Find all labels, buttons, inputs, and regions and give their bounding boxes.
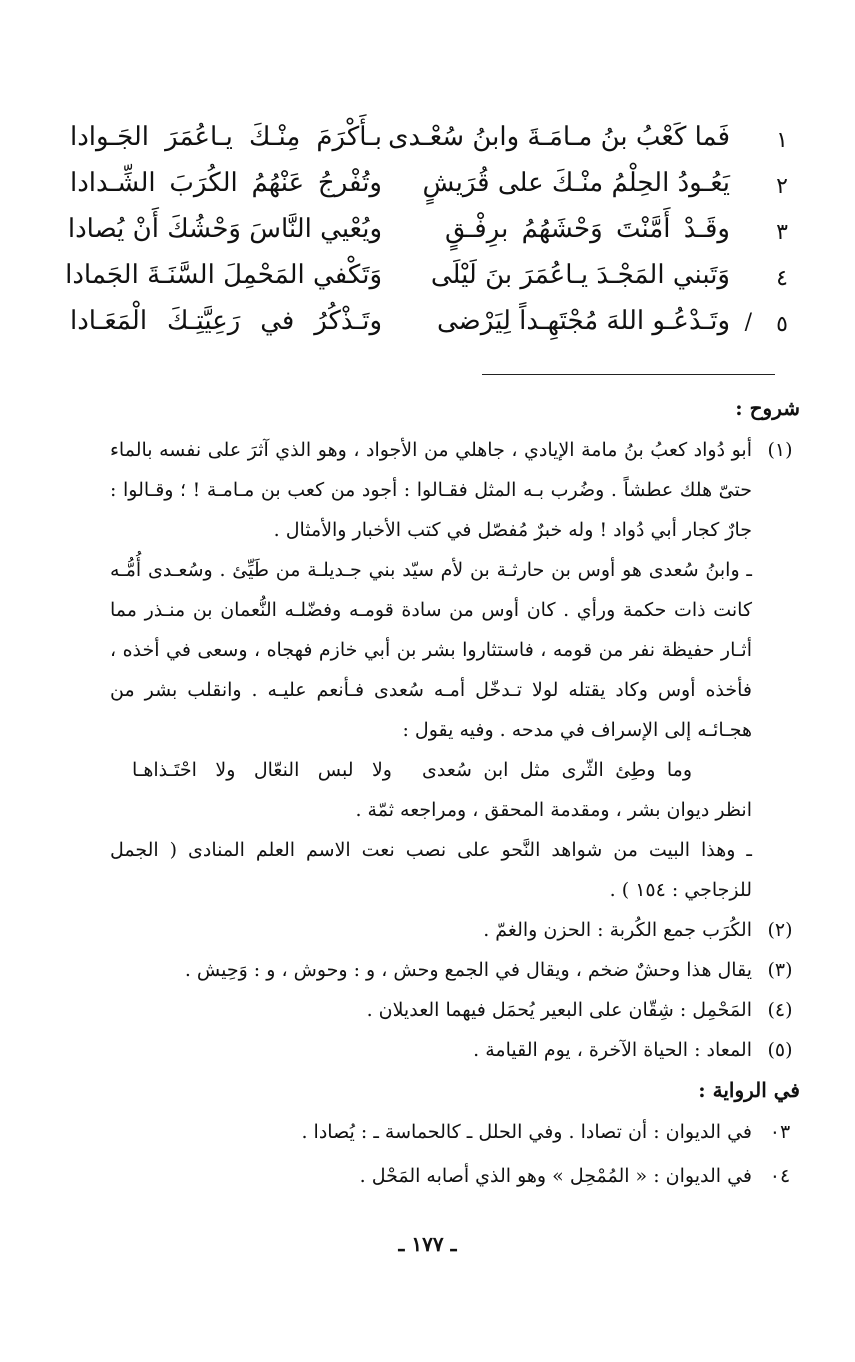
quoted-hemistich-2: ولا لبس النعّال ولا احْتَـذاهـا <box>132 759 392 781</box>
note-text: المَحْمِل : شِقّان على البعير يُحمَل فيهما العديلان . <box>366 999 752 1021</box>
quoted-verse <box>110 750 752 790</box>
second-hemistich: وتُفْرجُ عَنْهُمُ الكُرَبَ الشِّـدادا <box>70 168 382 198</box>
note-label: (١) <box>767 439 793 461</box>
verse-number: ٢ <box>776 174 788 199</box>
note-label: (٢) <box>767 919 793 941</box>
separator-rule <box>482 374 775 375</box>
second-hemistich: وَتَكْفي المَحْمِلَ السَّنَـةَ الجَمادا <box>65 260 382 290</box>
verse-3 <box>67 214 800 260</box>
note-text: في الديوان : أن تصادا . وفي الحلل ـ كالحماسة ـ : يُصادا . <box>301 1121 752 1143</box>
verse-5 <box>70 306 800 352</box>
verse-1 <box>70 122 800 168</box>
note-label: ٠٣ <box>769 1121 791 1143</box>
first-hemistich: وقَـدْ أَمَّنْتَ وَحْشَهُمُ برِفْـقٍ <box>445 214 730 244</box>
page-number: ـ ١٧٧ ـ <box>398 1232 457 1256</box>
verse-number: ٣ <box>776 220 788 245</box>
note-paragraph: ـ وابنُ سُعدى هو أوس بن حارثـة بن لأم سيّد بني جـديلـة من طَيِّئ . وسُعـدى أُمُّـه كانت ذات حكمة ورأي . كان أوس من سادة قومـه وفضّلـه النُّعمان بن منـذر مما أثـار حفيظة نفر من قومه ، فاستثاروا بشر بن أبي خازم فهجاه ، وسعى في أخذه ، فأخذه أوس وكاد يقتله لولا تـدخّل أمـه سُعدى فـأنعم عليـه . وانقلب بشر من هجـائـه إلى الإسراف في مدحه . وفيه يقول : <box>110 559 752 741</box>
note-label: (٥) <box>767 1039 793 1061</box>
note-label: (٤) <box>767 999 793 1021</box>
verse-number: ٥ <box>776 312 788 337</box>
riwaya-note-3 <box>110 1112 800 1156</box>
note-text: يقال هذا وحشٌ ضخم ، ويقال في الجمع وحش ، و : وحوش ، و : وَحِيش . <box>184 959 752 981</box>
note-paragraph: أبو دُواد كعبُ بنُ مامة الإيادي ، جاهلي من الأجواد ، وهو الذي آثرَ على نفسه بالماء حتىّ هلك عطشاً . وضُرب بـه المثل فقـالوا : أجود من كعب بن مـامـة ! ؛ وقـالوا : جارٌ كجار أبي دُواد ! وله خبرٌ مُفصّل في كتب الأخبار والأمثال . <box>110 439 752 541</box>
note-2 <box>110 910 800 950</box>
note-1 <box>110 430 800 910</box>
note-paragraph: انظر ديوان بشر ، ومقدمة المحقق ، ومراجعه ثمّة . <box>355 799 752 821</box>
note-text: المعاد : الحياة الآخرة ، يوم القيامة . <box>473 1039 752 1061</box>
poem-block <box>65 122 800 352</box>
note-3 <box>110 950 800 990</box>
riwaya-note-4 <box>110 1156 800 1200</box>
first-hemistich: وَتَبني المَجْـدَ يـاعُمَرَ بنَ لَيْلَى <box>430 260 730 290</box>
second-hemistich: وتَـذْكُرُ في رَعِيَّتِـكَ الْمَعَـادا <box>70 306 382 336</box>
verse-number: ١ <box>776 128 788 153</box>
riwaya-heading: في الرواية : <box>698 1078 800 1102</box>
verse-mark: / <box>744 310 752 335</box>
note-text: الكُرَب جمع الكُربة : الحزن والغمّ . <box>483 919 752 941</box>
quoted-hemistich-1: وما وطِئ الثّرى مثل ابن سُعدى <box>422 759 692 781</box>
first-hemistich: فَما كَعْبُ بنُ مـامَـةَ وابنُ سُعْـدى <box>388 122 730 152</box>
verse-4 <box>65 260 800 306</box>
first-hemistich: يَعُـودُ الحِلْمُ منْـكَ على قُرَيشٍ <box>422 168 730 198</box>
note-5 <box>110 1030 800 1070</box>
verse-2 <box>70 168 800 214</box>
commentary-section <box>110 388 800 1200</box>
note-label: ٠٤ <box>769 1165 791 1187</box>
second-hemistich: ويُعْيي النَّاسَ وَحْشُكَ أَنْ يُصادا <box>67 214 382 244</box>
note-4 <box>110 990 800 1030</box>
verse-number: ٤ <box>776 266 788 291</box>
note-paragraph: ـ وهذا البيت من شواهد النَّحو على نصب نعت الاسم العلم المنادى ( الجمل للزجاجي : ١٥٤ ) . <box>110 839 752 901</box>
note-label: (٣) <box>767 959 793 981</box>
second-hemistich: بـأَكْرَمَ مِنْـكَ يـاعُمَرَ الجَـوادا <box>70 122 382 152</box>
note-text: في الديوان : « المُمْحِل » وهو الذي أصابه المَحْل . <box>359 1165 752 1187</box>
commentary-heading: شروح : <box>735 396 800 420</box>
first-hemistich: وتَـدْعُـو اللهَ مُجْتَهِـداً لِيَرْضى <box>437 306 730 336</box>
